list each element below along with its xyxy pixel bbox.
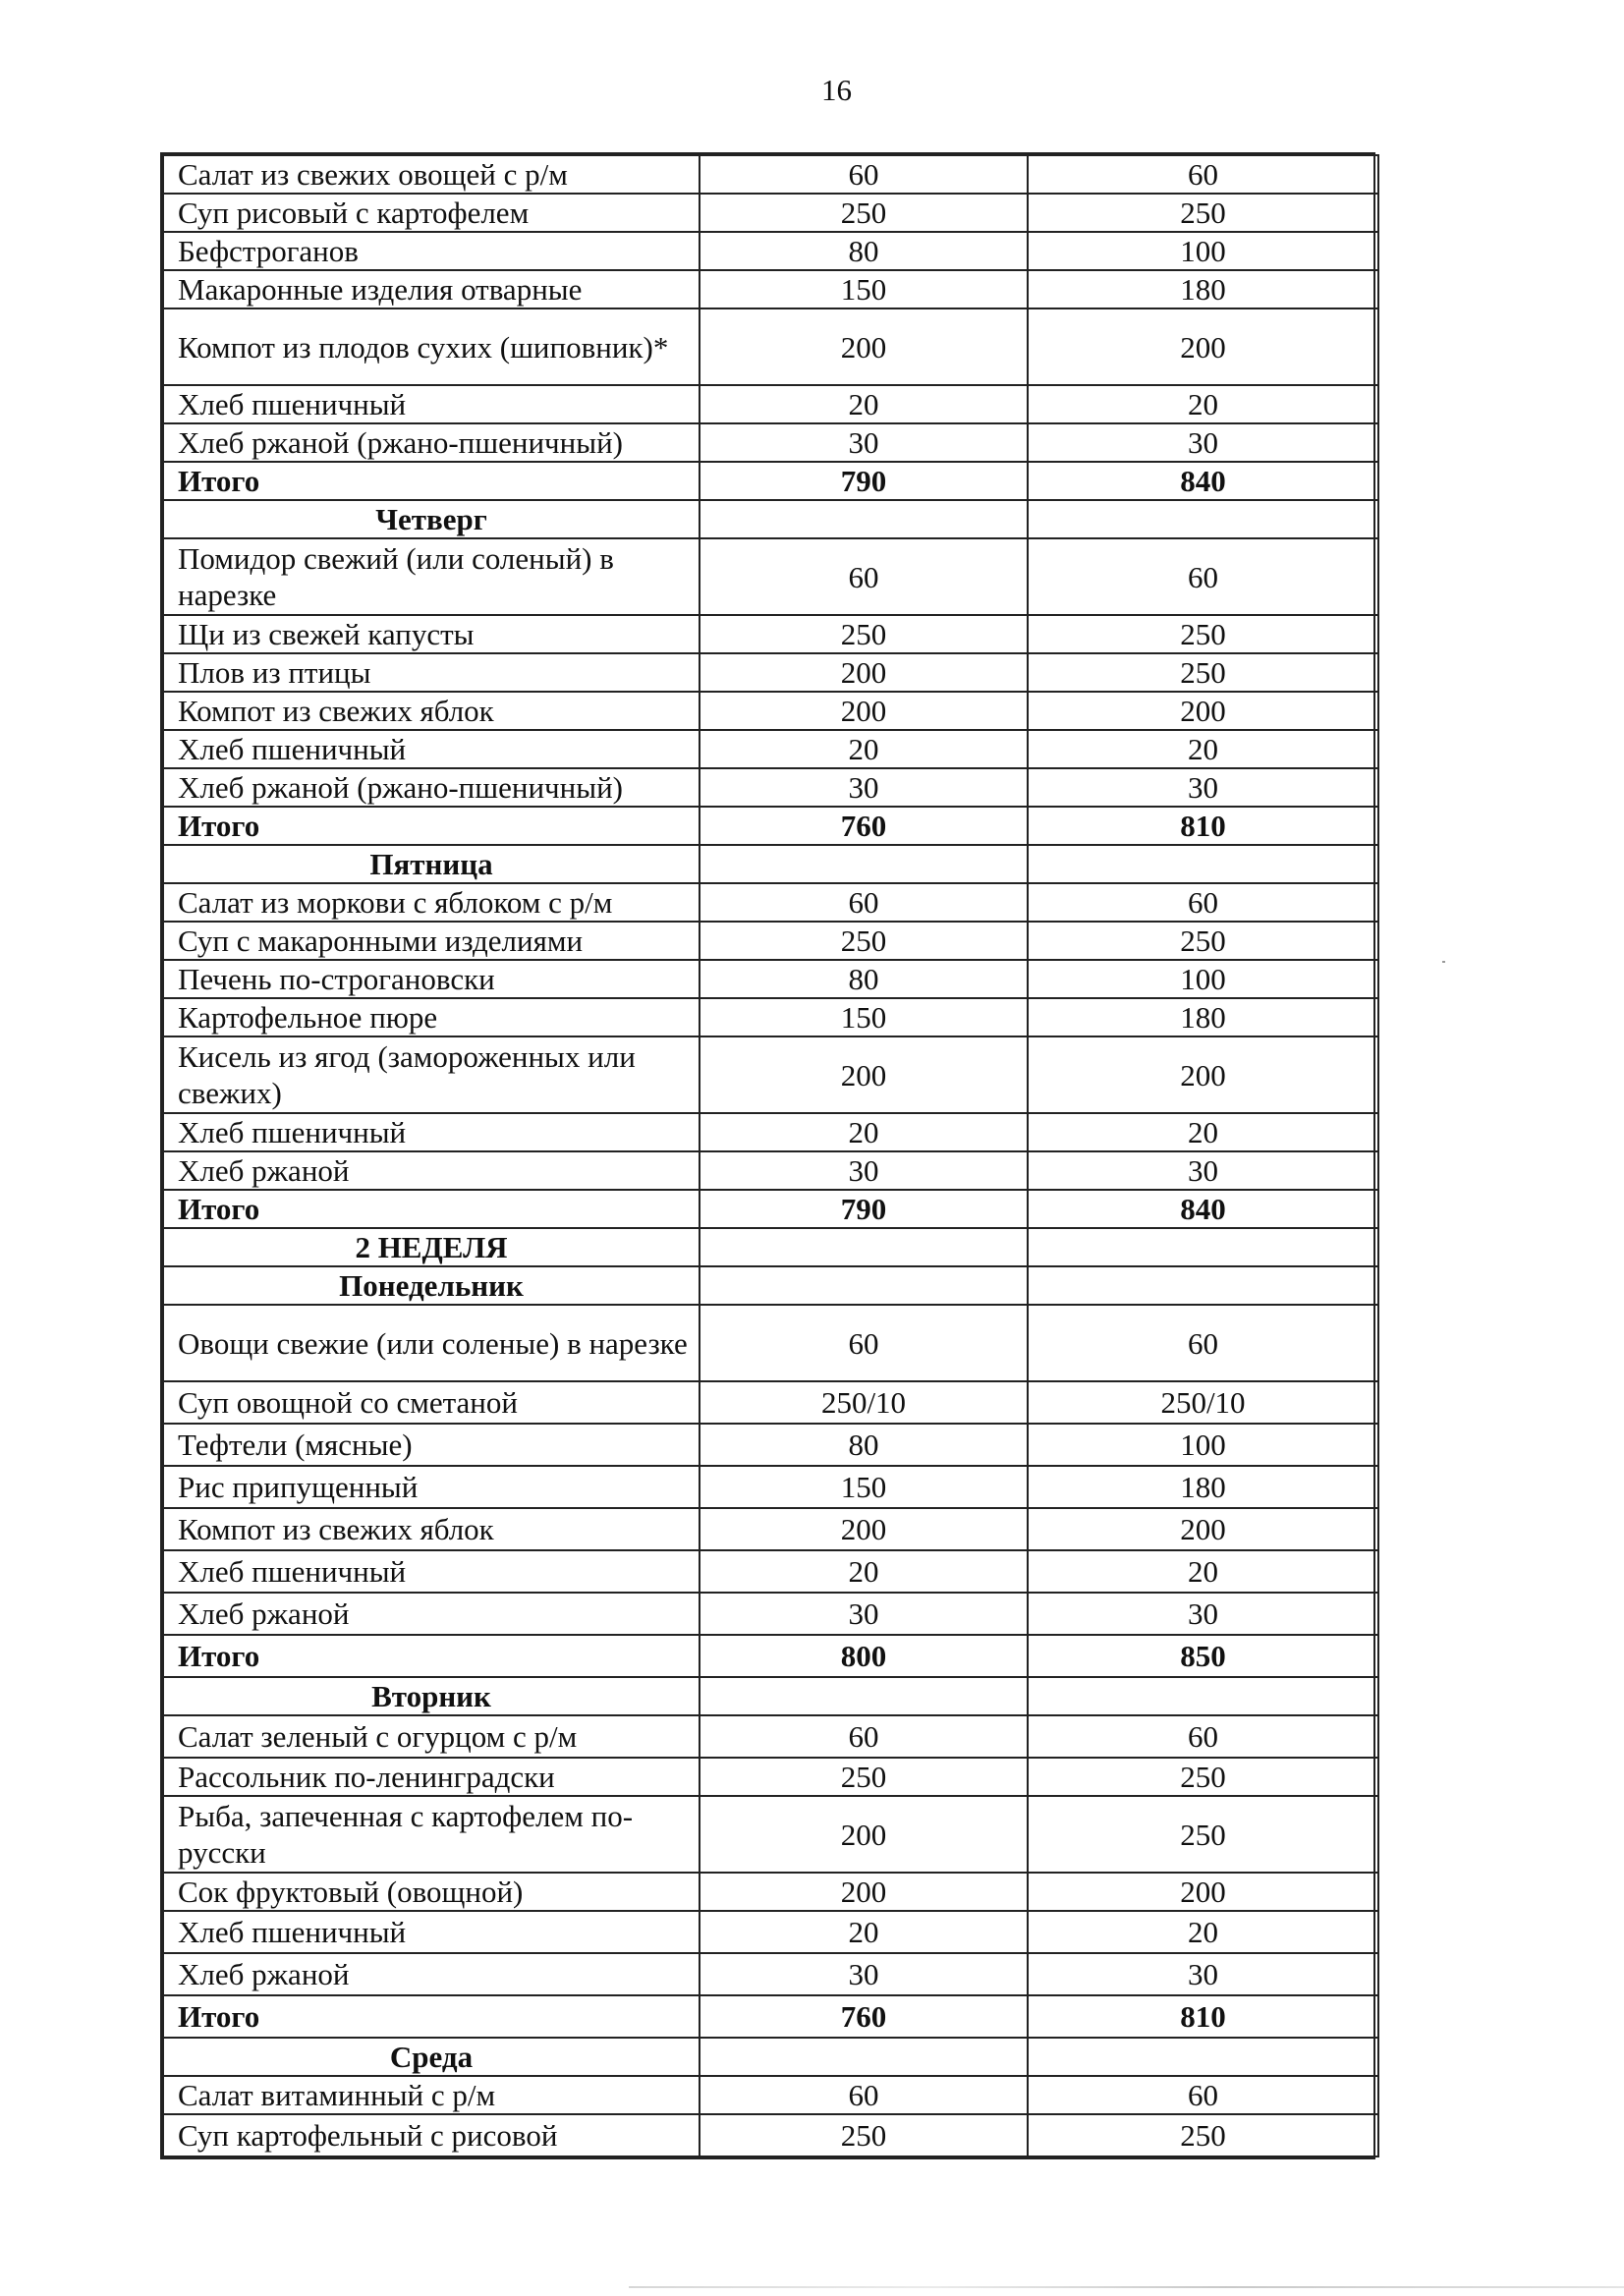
portion-col2-cell: 250/10: [1028, 1381, 1378, 1424]
portion-col1-cell: [700, 500, 1028, 538]
portion-col2-cell: 60: [1028, 883, 1378, 922]
table-row: [163, 615, 1378, 653]
dish-name-cell: Хлеб пшеничный: [163, 730, 700, 768]
total-row: [163, 1635, 1378, 1677]
dish-name-cell: Хлеб ржаной: [163, 1151, 700, 1190]
portion-col1-cell: 20: [700, 1113, 1028, 1151]
portion-col2-cell: 20: [1028, 1911, 1378, 1953]
portion-col1-cell: 80: [700, 960, 1028, 998]
table-row: [163, 998, 1378, 1036]
dish-name-cell: Салат зеленый с огурцом с р/м: [163, 1715, 700, 1758]
dish-name-cell: Вторник: [163, 1677, 700, 1715]
dish-name-cell: Салат из свежих овощей с р/м: [163, 155, 700, 194]
portion-col2-cell: 60: [1028, 1715, 1378, 1758]
dish-name-cell: Картофельное пюре: [163, 998, 700, 1036]
portion-col2-cell: 250: [1028, 1796, 1378, 1873]
total-row: [163, 1190, 1378, 1228]
table-row: [163, 1113, 1378, 1151]
portion-col1-cell: 250: [700, 1758, 1028, 1796]
dish-name-cell: Печень по-строгановски: [163, 960, 700, 998]
dish-name-cell: Пятница: [163, 845, 700, 883]
dish-name-cell: 2 НЕДЕЛЯ: [163, 1228, 700, 1266]
portion-col2-cell: 20: [1028, 1113, 1378, 1151]
portion-col2-cell: 20: [1028, 1550, 1378, 1593]
portion-col1-cell: 250/10: [700, 1381, 1028, 1424]
portion-col1-cell: 200: [700, 308, 1028, 385]
portion-col2-cell: 250: [1028, 2114, 1378, 2156]
table-row: [163, 308, 1378, 385]
dish-name-cell: Понедельник: [163, 1266, 700, 1305]
dish-name-cell: Овощи свежие (или соленые) в нарезке: [163, 1305, 700, 1381]
portion-col2-cell: 200: [1028, 1036, 1378, 1113]
table-row: [163, 768, 1378, 807]
portion-col2-cell: [1028, 1677, 1378, 1715]
dish-name-cell: Хлеб ржаной (ржано-пшеничный): [163, 423, 700, 462]
dish-name-cell: Тефтели (мясные): [163, 1424, 700, 1466]
portion-col2-cell: 60: [1028, 155, 1378, 194]
portion-col1-cell: 20: [700, 730, 1028, 768]
table-row: [163, 692, 1378, 730]
portion-col2-cell: 60: [1028, 1305, 1378, 1381]
dish-name-cell: Компот из плодов сухих (шиповник)*: [163, 308, 700, 385]
portion-col1-cell: 30: [700, 1151, 1028, 1190]
dish-name-cell: Щи из свежей капусты: [163, 615, 700, 653]
portion-col1-cell: 150: [700, 998, 1028, 1036]
portion-col1-cell: 60: [700, 155, 1028, 194]
portion-col1-cell: 60: [700, 2076, 1028, 2114]
table-row: [163, 1953, 1378, 1995]
dish-name-cell: Помидор свежий (или соленый) в нарезке: [163, 538, 700, 615]
table-row: [163, 1593, 1378, 1635]
total-row: [163, 1995, 1378, 2038]
portion-col1-cell: 80: [700, 1424, 1028, 1466]
dish-name-cell: Суп рисовый с картофелем: [163, 194, 700, 232]
portion-col2-cell: [1028, 1266, 1378, 1305]
portion-col2-cell: 180: [1028, 270, 1378, 308]
portion-col2-cell: 60: [1028, 538, 1378, 615]
dish-name-cell: Рыба, запеченная с картофелем по-русски: [163, 1796, 700, 1873]
portion-col1-cell: 800: [700, 1635, 1028, 1677]
table-row: [163, 1911, 1378, 1953]
portion-col1-cell: 20: [700, 385, 1028, 423]
table-row: [163, 960, 1378, 998]
table-row: [163, 1151, 1378, 1190]
scan-speck: [1442, 961, 1445, 963]
table-row: [163, 1796, 1378, 1873]
table-row: [163, 1508, 1378, 1550]
dish-name-cell: Рассольник по-ленинградски: [163, 1758, 700, 1796]
table-row: [163, 1381, 1378, 1424]
portion-col2-cell: 180: [1028, 1466, 1378, 1508]
portion-col2-cell: [1028, 1228, 1378, 1266]
table-row: [163, 730, 1378, 768]
portion-col2-cell: 250: [1028, 922, 1378, 960]
portion-col2-cell: 100: [1028, 232, 1378, 270]
dish-name-cell: Хлеб пшеничный: [163, 385, 700, 423]
dish-name-cell: Среда: [163, 2038, 700, 2076]
table-row: [163, 1036, 1378, 1113]
portion-col2-cell: 840: [1028, 462, 1378, 500]
portion-col1-cell: [700, 1677, 1028, 1715]
dish-name-cell: Суп с макаронными изделиями: [163, 922, 700, 960]
portion-col2-cell: 30: [1028, 768, 1378, 807]
portion-col2-cell: 100: [1028, 1424, 1378, 1466]
section-header-row: [163, 500, 1378, 538]
portion-col2-cell: 250: [1028, 1758, 1378, 1796]
dish-name-cell: Суп овощной со сметаной: [163, 1381, 700, 1424]
portion-col1-cell: 250: [700, 2114, 1028, 2156]
portion-col2-cell: 30: [1028, 1953, 1378, 1995]
portion-col1-cell: 60: [700, 538, 1028, 615]
dish-name-cell: Салат витаминный с р/м: [163, 2076, 700, 2114]
dish-name-cell: Сок фруктовый (овощной): [163, 1873, 700, 1911]
dish-name-cell: Суп картофельный с рисовой: [163, 2114, 700, 2156]
dish-name-cell: Компот из свежих яблок: [163, 692, 700, 730]
portion-col1-cell: 150: [700, 270, 1028, 308]
portion-col1-cell: 760: [700, 807, 1028, 845]
dish-name-cell: Хлеб ржаной: [163, 1953, 700, 1995]
dish-name-cell: Хлеб ржаной: [163, 1593, 700, 1635]
portion-col2-cell: 200: [1028, 1508, 1378, 1550]
dish-name-cell: Итого: [163, 462, 700, 500]
portion-col2-cell: 30: [1028, 1151, 1378, 1190]
total-row: [163, 807, 1378, 845]
table-row: [163, 653, 1378, 692]
dish-name-cell: Хлеб пшеничный: [163, 1550, 700, 1593]
page-number: 16: [821, 73, 852, 107]
portion-col1-cell: 250: [700, 615, 1028, 653]
portion-col1-cell: 200: [700, 1873, 1028, 1911]
table-row: [163, 1715, 1378, 1758]
portion-col2-cell: 30: [1028, 423, 1378, 462]
portion-col1-cell: 30: [700, 1593, 1028, 1635]
dish-name-cell: Салат из моркови с яблоком с р/м: [163, 883, 700, 922]
portion-col1-cell: 20: [700, 1911, 1028, 1953]
table-row: [163, 385, 1378, 423]
portion-col2-cell: 250: [1028, 615, 1378, 653]
portion-col1-cell: 200: [700, 692, 1028, 730]
portion-col1-cell: 760: [700, 1995, 1028, 2038]
portion-col2-cell: 810: [1028, 1995, 1378, 2038]
portion-col2-cell: 810: [1028, 807, 1378, 845]
portion-col2-cell: 20: [1028, 385, 1378, 423]
portion-col1-cell: 790: [700, 462, 1028, 500]
portion-col1-cell: 60: [700, 1715, 1028, 1758]
table-row: [163, 2076, 1378, 2114]
portion-col1-cell: 200: [700, 1036, 1028, 1113]
dish-name-cell: Хлеб ржаной (ржано-пшеничный): [163, 768, 700, 807]
dish-name-cell: Рис припущенный: [163, 1466, 700, 1508]
table-row: [163, 1305, 1378, 1381]
table-row: [163, 1873, 1378, 1911]
table-row: [163, 423, 1378, 462]
portion-col1-cell: 250: [700, 922, 1028, 960]
scan-footer-line: [629, 2286, 1624, 2288]
portion-col1-cell: [700, 2038, 1028, 2076]
portion-col2-cell: 20: [1028, 730, 1378, 768]
table-row: [163, 232, 1378, 270]
portion-col2-cell: [1028, 845, 1378, 883]
dish-name-cell: Хлеб пшеничный: [163, 1113, 700, 1151]
table-row: [163, 922, 1378, 960]
portion-col1-cell: [700, 1228, 1028, 1266]
portion-col1-cell: 790: [700, 1190, 1028, 1228]
portion-col2-cell: 200: [1028, 692, 1378, 730]
dish-name-cell: Хлеб пшеничный: [163, 1911, 700, 1953]
portion-col1-cell: 150: [700, 1466, 1028, 1508]
portion-col2-cell: 850: [1028, 1635, 1378, 1677]
portion-col1-cell: 200: [700, 653, 1028, 692]
section-header-row: [163, 845, 1378, 883]
dish-name-cell: Макаронные изделия отварные: [163, 270, 700, 308]
portion-col1-cell: [700, 1266, 1028, 1305]
table-row: [163, 194, 1378, 232]
table-row: [163, 538, 1378, 615]
portion-col2-cell: 100: [1028, 960, 1378, 998]
table-row: [163, 155, 1378, 194]
portion-col1-cell: 200: [700, 1796, 1028, 1873]
total-row: [163, 462, 1378, 500]
portion-col2-cell: [1028, 2038, 1378, 2076]
section-header-row: [163, 1266, 1378, 1305]
table-row: [163, 2114, 1378, 2156]
table-row: [163, 1466, 1378, 1508]
table-row: [163, 1424, 1378, 1466]
dish-name-cell: Плов из птицы: [163, 653, 700, 692]
portion-col1-cell: 30: [700, 768, 1028, 807]
portion-col1-cell: 200: [700, 1508, 1028, 1550]
dish-name-cell: Четверг: [163, 500, 700, 538]
portion-col2-cell: 840: [1028, 1190, 1378, 1228]
portion-col2-cell: 60: [1028, 2076, 1378, 2114]
dish-name-cell: Итого: [163, 1635, 700, 1677]
section-header-row: [163, 1228, 1378, 1266]
portion-col2-cell: 250: [1028, 653, 1378, 692]
portion-col2-cell: 30: [1028, 1593, 1378, 1635]
portion-col1-cell: 20: [700, 1550, 1028, 1593]
portion-col1-cell: 250: [700, 194, 1028, 232]
portion-col1-cell: [700, 845, 1028, 883]
portion-col2-cell: 180: [1028, 998, 1378, 1036]
portion-col2-cell: 200: [1028, 308, 1378, 385]
portion-col2-cell: [1028, 500, 1378, 538]
menu-table-body: [163, 155, 1378, 2156]
portion-col1-cell: 30: [700, 1953, 1028, 1995]
portion-col1-cell: 60: [700, 1305, 1028, 1381]
portion-col2-cell: 250: [1028, 194, 1378, 232]
section-header-row: [163, 2038, 1378, 2076]
portion-col1-cell: 80: [700, 232, 1028, 270]
dish-name-cell: Компот из свежих яблок: [163, 1508, 700, 1550]
dish-name-cell: Кисель из ягод (замороженных или свежих): [163, 1036, 700, 1113]
dish-name-cell: Итого: [163, 1190, 700, 1228]
table-row: [163, 270, 1378, 308]
dish-name-cell: Итого: [163, 807, 700, 845]
table-row: [163, 883, 1378, 922]
table-row: [163, 1758, 1378, 1796]
table-row: [163, 1550, 1378, 1593]
dish-name-cell: Итого: [163, 1995, 700, 2038]
section-header-row: [163, 1677, 1378, 1715]
menu-table: [160, 152, 1375, 2159]
portion-col2-cell: 200: [1028, 1873, 1378, 1911]
dish-name-cell: Бефстроганов: [163, 232, 700, 270]
portion-col1-cell: 30: [700, 423, 1028, 462]
portion-col1-cell: 60: [700, 883, 1028, 922]
